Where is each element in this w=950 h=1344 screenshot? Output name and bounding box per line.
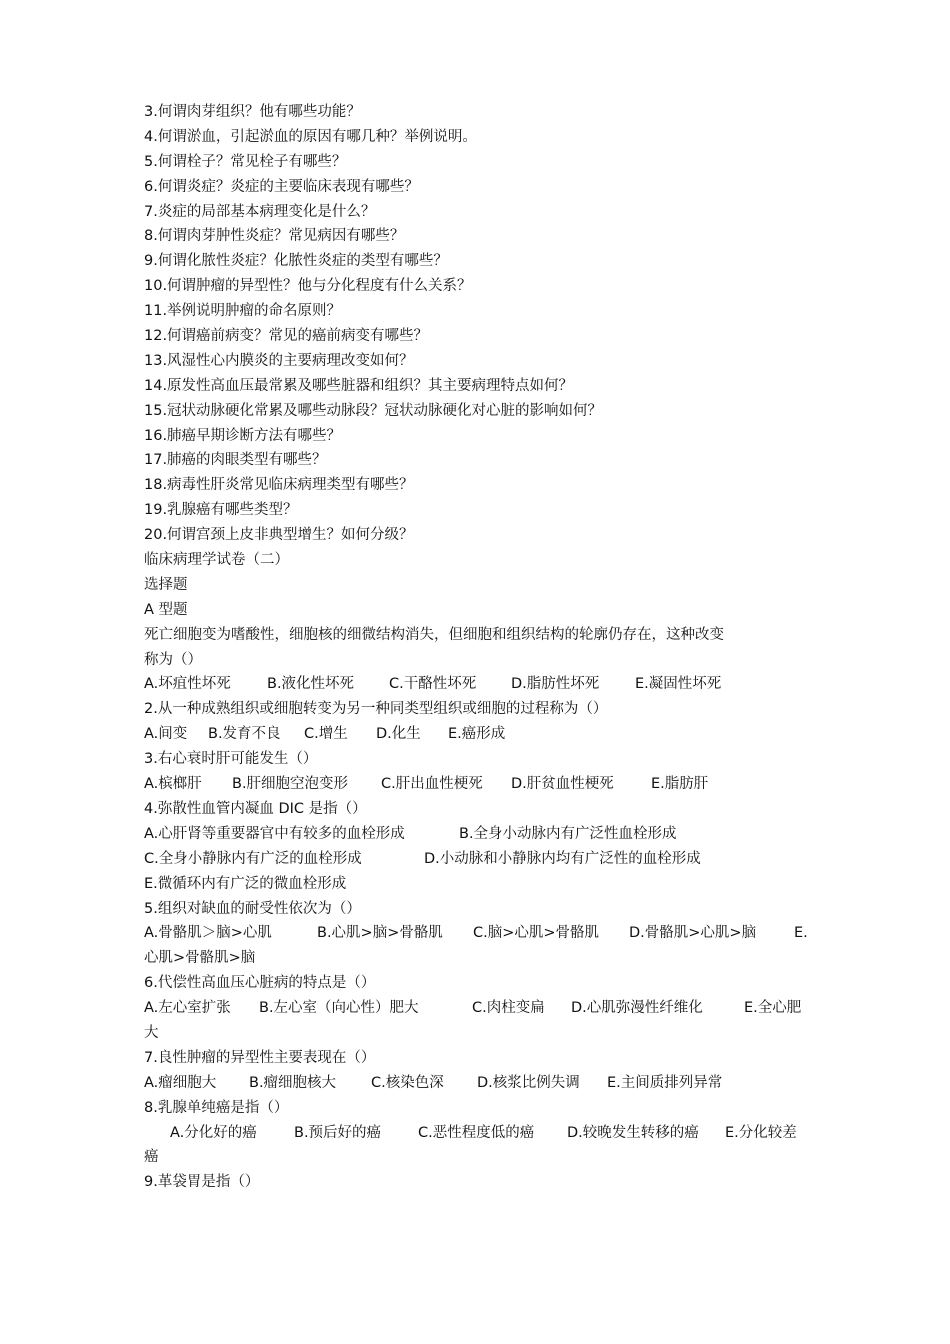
mc7-option-b: B.瘤细胞核大 (249, 1074, 337, 1091)
mc2-option-d: D.化生 (376, 726, 421, 743)
mc1-option-d: D.脂肪性坏死 (511, 676, 600, 693)
mc7-stem: 7.良性肿瘤的异型性主要表现在（） (144, 1049, 376, 1066)
mc5-option-a: A.骨骼肌＞脑>心肌 (144, 925, 272, 942)
mc7-option-e: E.主间质排列异常 (607, 1074, 723, 1091)
mc3-option-e: E.脂肪肝 (651, 776, 709, 793)
mc3-option-b: B.肝细胞空泡变形 (232, 776, 349, 793)
mc1-option-c: C.干酪性坏死 (389, 676, 477, 693)
mc7-option-c: C.核染色深 (371, 1074, 444, 1091)
mc4-option-d: D.小动脉和小静脉内均有广泛性的血栓形成 (424, 850, 701, 867)
question-8: 8.何谓肉芽肿性炎症？常见病因有哪些？ (144, 228, 405, 245)
mc6-option-d: D.心肌弥漫性纤维化 (571, 1000, 703, 1017)
mc2-option-b: B.发育不良 (208, 726, 281, 743)
mc8-option-e: E.分化较差 (725, 1124, 797, 1141)
mc5-options-line1 (144, 921, 810, 946)
mc6-option-a: A.左心室扩张 (144, 1000, 231, 1017)
mc1-stem-line2: 称为（） (144, 651, 202, 668)
question-4: 4.何谓淤血，引起淤血的原因有哪几种？举例说明。 (144, 128, 477, 145)
mc8-option-a: A.分化好的癌 (170, 1124, 257, 1141)
mc3-option-a: A.槟榔肝 (144, 776, 202, 793)
question-16: 16.肺癌早期诊断方法有哪些？ (144, 427, 342, 444)
question-18: 18.病毒性肝炎常见临床病理类型有哪些？ (144, 477, 414, 494)
mc4-option-b: B.全身小动脉内有广泛性血栓形成 (459, 825, 677, 842)
section-title: 选择题 (144, 576, 188, 593)
question-10: 10.何谓肿瘤的异型性？他与分化程度有什么关系？ (144, 278, 472, 295)
document-page (144, 100, 810, 1195)
mc7-option-a: A.瘤细胞大 (144, 1074, 217, 1091)
question-11: 11.举例说明肿瘤的命名原则？ (144, 303, 342, 320)
mc4-option-e: E.微循环内有广泛的微血栓形成 (144, 875, 347, 892)
mc1-option-e: E.凝固性坏死 (635, 676, 722, 693)
mc4-options-line3 (144, 872, 810, 897)
question-5: 5.何谓栓子？常见栓子有哪些？ (144, 153, 347, 170)
mc6-options-line1 (144, 996, 810, 1021)
question-6: 6.何谓炎症？炎症的主要临床表现有哪些？ (144, 178, 419, 195)
mc6-options-line2: 大 (144, 1024, 159, 1041)
mc2-options (144, 722, 810, 747)
type-title: A 型题 (144, 601, 188, 618)
mc1-option-b: B.液化性坏死 (267, 676, 355, 693)
mc7-option-d: D.核浆比例失调 (477, 1074, 580, 1091)
mc4-options-line1 (144, 822, 810, 847)
question-14: 14.原发性高血压最常累及哪些脏器和组织？其主要病理特点如何？ (144, 377, 574, 394)
mc1-options (144, 672, 810, 697)
question-13: 13.风湿性心内膜炎的主要病理改变如何？ (144, 352, 414, 369)
mc5-option-c: C.脑>心肌>骨骼肌 (473, 925, 600, 942)
mc3-options (144, 772, 810, 797)
exam-title: 临床病理学试卷（二） (144, 552, 289, 569)
mc4-stem: 4.弥散性血管内凝血 DIC 是指（） (144, 800, 367, 817)
question-19: 19.乳腺癌有哪些类型？ (144, 502, 298, 519)
mc6-option-c: C.肉柱变扁 (472, 1000, 545, 1017)
mc8-options-line1 (144, 1121, 810, 1146)
mc7-options (144, 1071, 810, 1096)
mc8-options-line2: 癌 (144, 1149, 159, 1166)
mc2-option-a: A.间变 (144, 726, 188, 743)
question-3: 3.何谓肉芽组织？他有哪些功能？ (144, 104, 361, 120)
mc4-option-a: A.心肝肾等重要器官中有较多的血栓形成 (144, 825, 405, 842)
mc4-option-c: C.全身小静脉内有广泛的血栓形成 (144, 850, 362, 867)
mc4-options-line2 (144, 847, 810, 872)
mc2-option-e: E.癌形成 (448, 726, 506, 743)
mc3-option-c: C.肝出血性梗死 (381, 776, 483, 793)
mc5-option-b: B.心肌>脑>骨骼肌 (317, 925, 443, 942)
mc5-option-e: E. (794, 925, 808, 942)
mc5-option-d: D.骨骼肌>心肌>脑 (629, 925, 757, 942)
mc8-stem: 8.乳腺单纯癌是指（） (144, 1099, 289, 1116)
question-7: 7.炎症的局部基本病理变化是什么？ (144, 203, 376, 220)
question-12: 12.何谓癌前病变？常见的癌前病变有哪些？ (144, 328, 429, 345)
mc3-option-d: D.肝贫血性梗死 (511, 776, 614, 793)
mc2-stem: 2.从一种成熟组织或细胞转变为另一种同类型组织或细胞的过程称为（） (144, 701, 608, 718)
mc8-option-b: B.预后好的癌 (294, 1124, 382, 1141)
mc6-option-e: E.全心肥 (744, 1000, 802, 1017)
mc1-option-a: A.坏疽性坏死 (144, 676, 231, 693)
mc3-stem: 3.右心衰时肝可能发生（） (144, 751, 318, 768)
mc5-options-line2: 心肌>骨骼肌>脑 (144, 950, 256, 967)
mc5-stem: 5.组织对缺血的耐受性依次为（） (144, 900, 361, 917)
question-20: 20.何谓宫颈上皮非典型增生？如何分级？ (144, 527, 414, 544)
mc9-stem: 9.革袋胃是指（） (144, 1174, 260, 1191)
mc6-stem: 6.代偿性高血压心脏病的特点是（） (144, 975, 376, 992)
question-17: 17.肺癌的肉眼类型有哪些？ (144, 452, 327, 469)
mc6-option-b: B.左心室（向心性）肥大 (259, 1000, 419, 1017)
mc2-option-c: C.增生 (304, 726, 348, 743)
mc1-stem-line1: 死亡细胞变为嗜酸性，细胞核的细微结构消失，但细胞和组织结构的轮廓仍存在，这种改变 (144, 626, 724, 643)
question-15: 15.冠状动脉硬化常累及哪些动脉段？冠状动脉硬化对心脏的影响如何？ (144, 402, 603, 419)
question-9: 9.何谓化脓性炎症？化脓性炎症的类型有哪些？ (144, 253, 448, 270)
mc8-option-d: D.较晚发生转移的癌 (567, 1124, 699, 1141)
mc8-option-c: C.恶性程度低的癌 (418, 1124, 535, 1141)
